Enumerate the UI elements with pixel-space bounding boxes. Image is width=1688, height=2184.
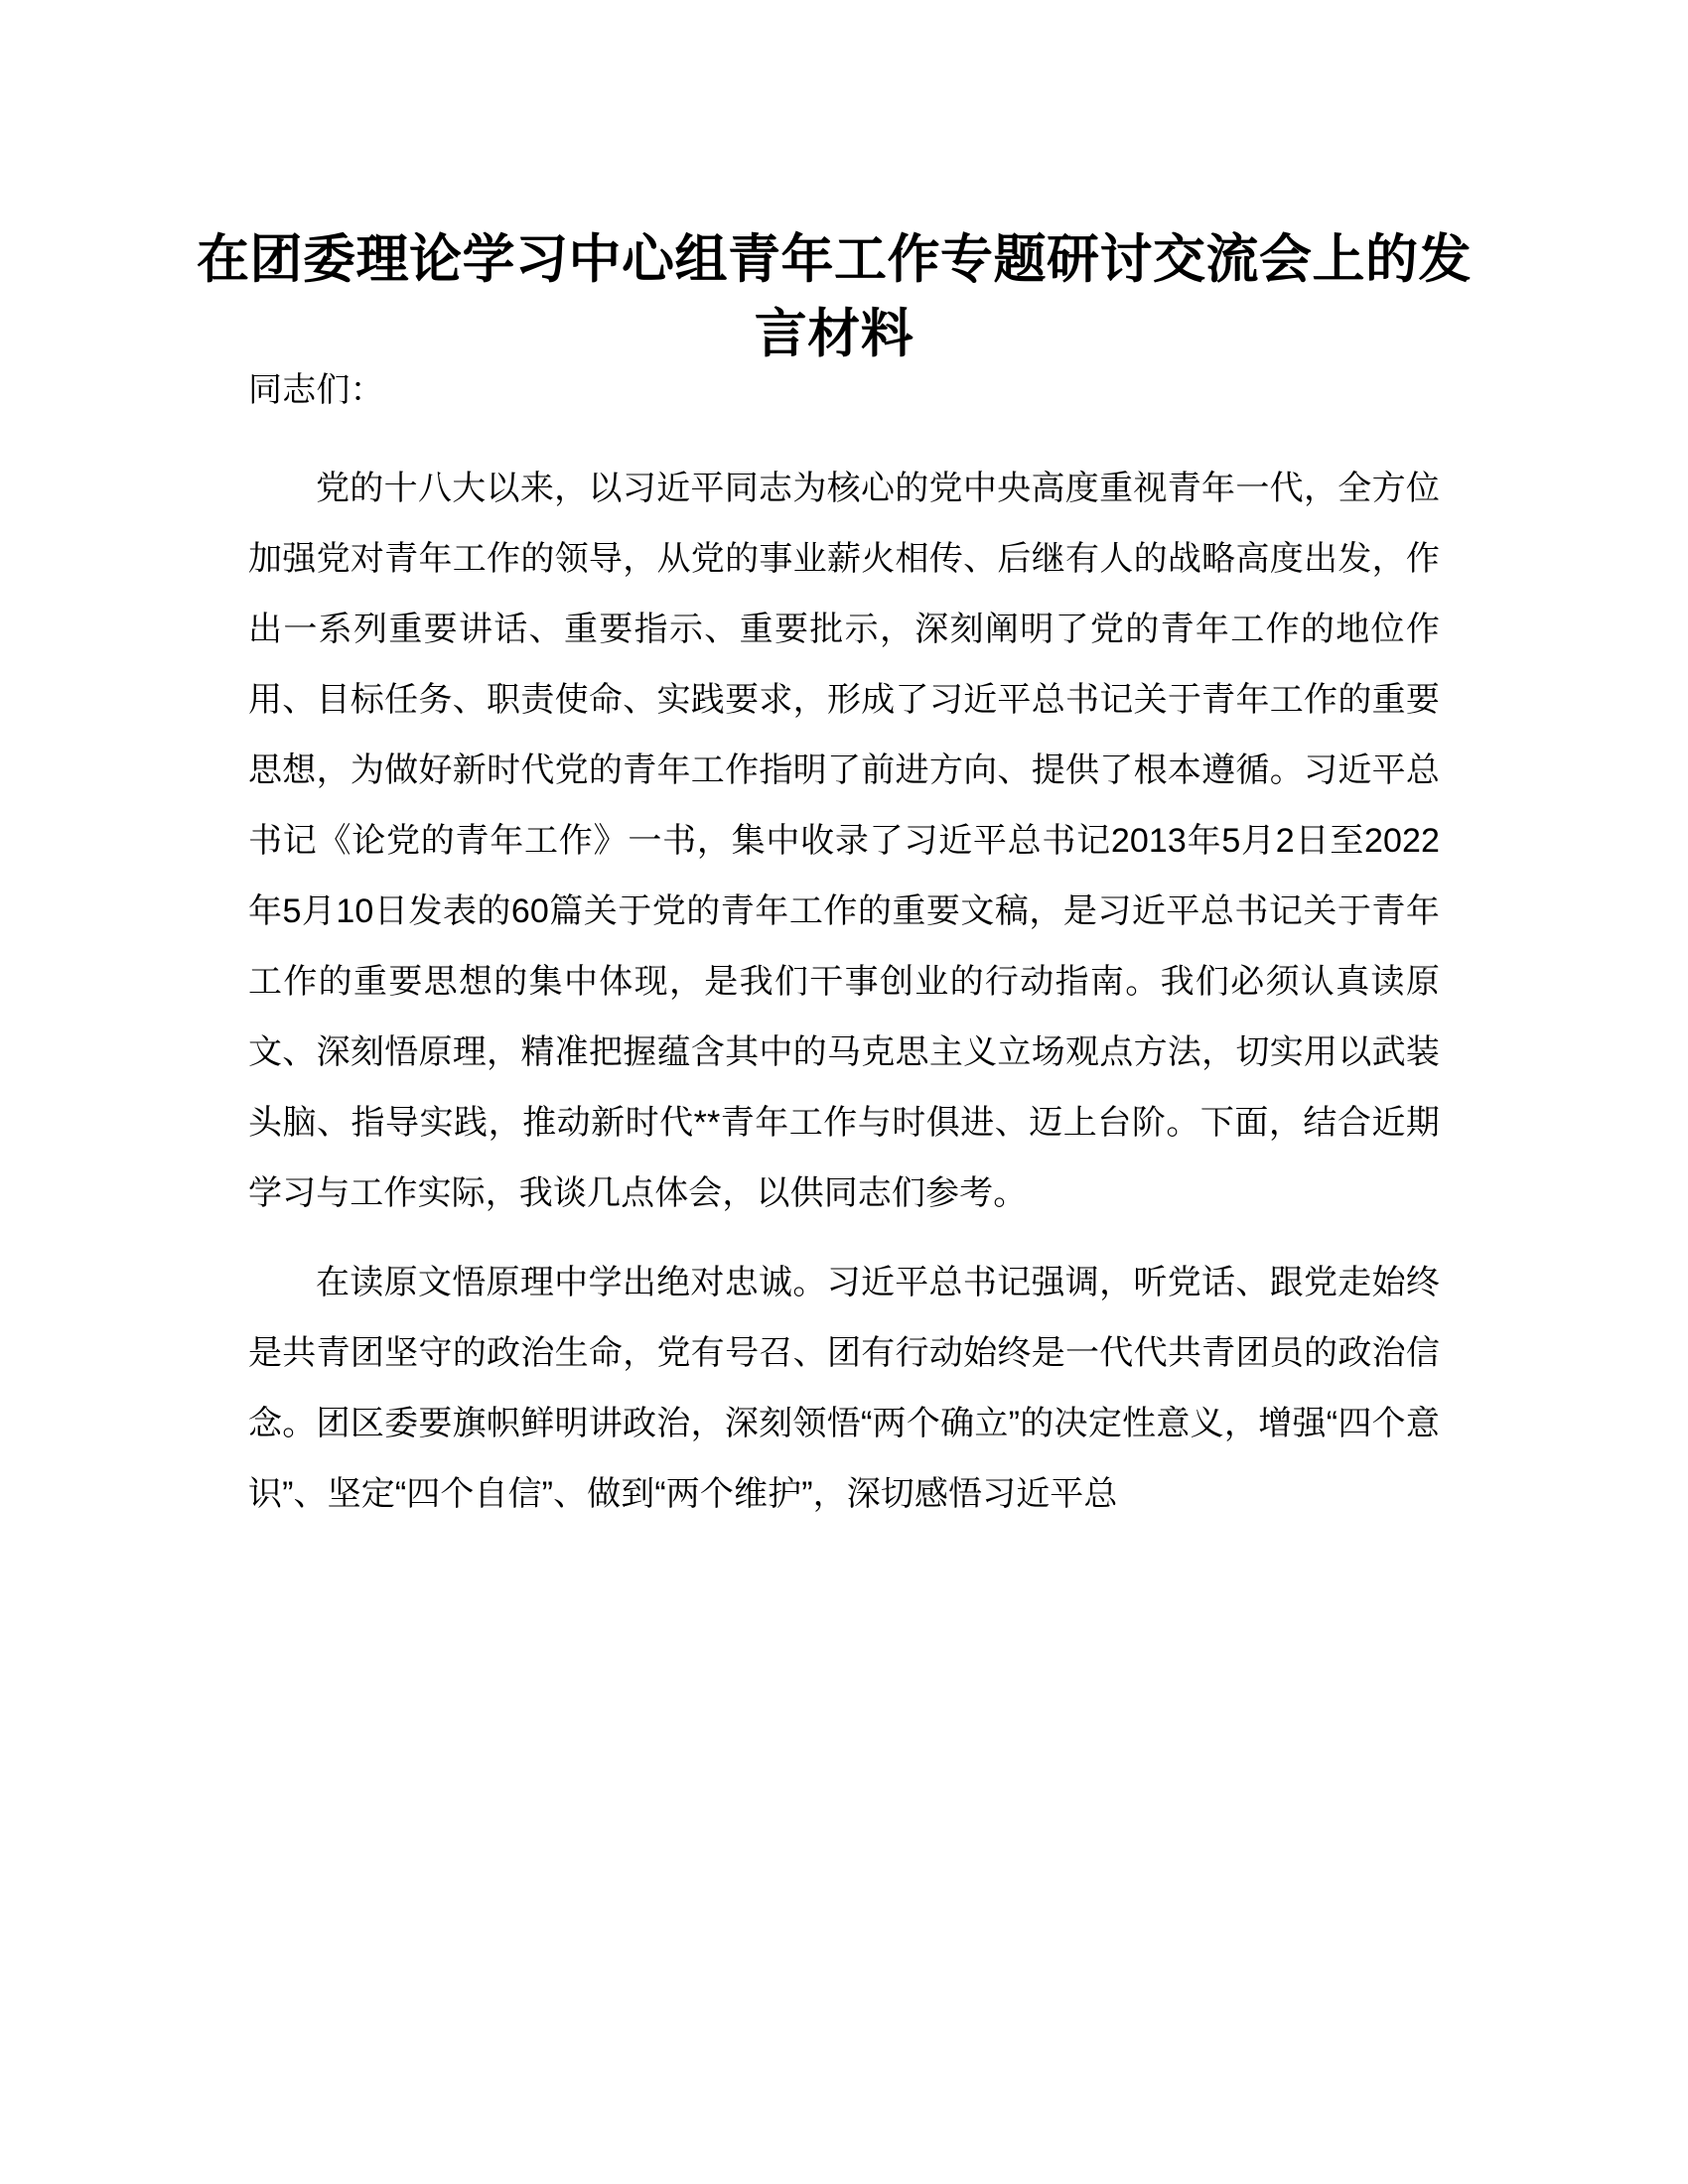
body-paragraph-1: 党的十八大以来，以习近平同志为核心的党中央高度重视青年一代，全方位加强党对青年工作的领导，从党的事业薪火相传、后继有人的战略高度出发，作出一系列重要讲话、重要指示、重要批示，深刻阐明了党的青年工作的地位作用、目标任务、职责使命、实践要求，形成了习近平总书记关于青年工作的重要思想，为做好新时代党的青年工作指明了前进方向、提供了根本遵循。习近平总书记《论党的青年工作》一书，集中收录了习近平总书记2013年5月2日至2022年5月10日发表的60篇关于党的青年工作的重要文稿，是习近平总书记关于青年工作的重要思想的集中体现，是我们干事创业的行动指南。我们必须认真读原文、深刻悟原理，精准把握蕴含其中的马克思主义立场观点方法，切实用以武装头脑、指导实践，推动新时代**青年工作与时俱进、迈上台阶。下面，结合近期学习与工作实际，我谈几点体会，以供同志们参考。 bbox=[248, 470, 1440, 1213]
salutation: 同志们： bbox=[248, 371, 384, 409]
document-title: 在团委理论学习中心组青年工作专题研讨交流会上的发言材料 bbox=[197, 229, 1472, 363]
document-body bbox=[248, 373, 1440, 1530]
body-paragraph-2: 在读原文悟原理中学出绝对忠诚。习近平总书记强调，听党话、跟党走始终是共青团坚守的政治生命，党有号召、团有行动始终是一代代共青团员的政治信念。团区委要旗帜鲜明讲政治，深刻领悟“两个确立”的决定性意义，增强“四个意识”、坚定“四个自信”、做到“两个维护”，深切感悟习近平总 bbox=[248, 1263, 1440, 1513]
